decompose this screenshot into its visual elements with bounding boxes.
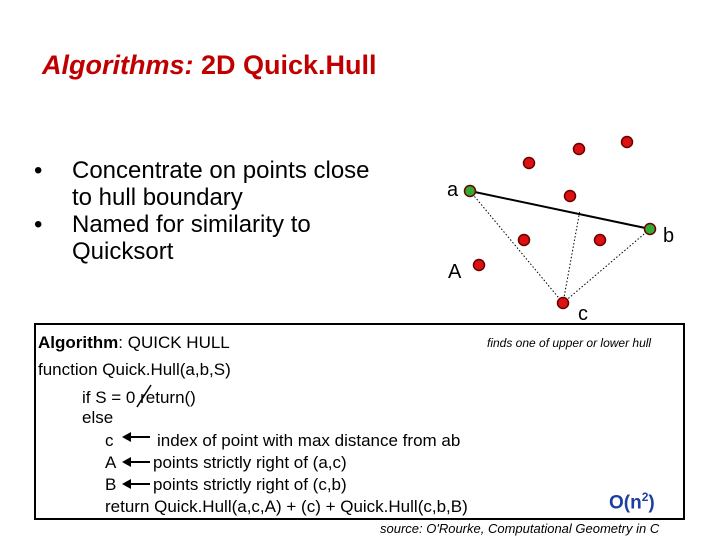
- title-prefix: Algorithms:: [42, 50, 194, 80]
- algorithm-line-A: points strictly right of (a,c): [153, 453, 347, 472]
- left-arrow-icon: [122, 432, 150, 442]
- algorithm-var-c: c: [105, 431, 114, 450]
- title-rest: 2D Quick.Hull: [193, 50, 377, 80]
- source-citation: source: O'Rourke, Computational Geometry in C: [380, 521, 660, 536]
- bullet-text-line: Named for similarity to: [72, 211, 311, 238]
- label-A: A: [448, 261, 462, 283]
- algorithm-heading-rest: : QUICK HULL: [118, 333, 230, 352]
- label-b: b: [663, 225, 675, 247]
- label-c: c: [578, 303, 588, 325]
- bullet-dot: •: [34, 157, 43, 184]
- left-arrow-icon: [122, 479, 150, 489]
- left-arrow-icon: [122, 457, 150, 467]
- complexity-exponent: 2: [641, 490, 649, 504]
- algorithm-var-A: A: [105, 453, 117, 472]
- bullet-text-line: Quicksort: [72, 238, 174, 265]
- complexity-close: ): [648, 492, 655, 514]
- algorithm-line-return: return Quick.Hull(a,c,A) + (c) + Quick.Hull(c,b,B): [105, 497, 468, 516]
- label-a: a: [447, 179, 459, 201]
- complexity-base: O(n: [609, 492, 642, 514]
- empty-set-slash: [137, 385, 151, 407]
- complexity-label: [609, 490, 655, 514]
- algorithm-line-c: index of point with max distance from ab: [157, 431, 461, 450]
- bullet-text-line: Concentrate on points close: [72, 157, 370, 184]
- algorithm-line-if: if S = 0 return(): [82, 388, 196, 407]
- algorithm-line-else: else: [82, 408, 114, 427]
- algorithm-line-function: function Quick.Hull(a,b,S): [38, 360, 231, 379]
- algorithm-heading-bold: Algorithm: [38, 333, 119, 352]
- bullet-text-line: to hull boundary: [72, 184, 243, 211]
- algorithm-note: finds one of upper or lower hull: [487, 336, 652, 350]
- bullet-dot: •: [34, 211, 43, 238]
- algorithm-line-B: points strictly right of (c,b): [153, 475, 347, 494]
- algorithm-var-B: B: [105, 475, 117, 494]
